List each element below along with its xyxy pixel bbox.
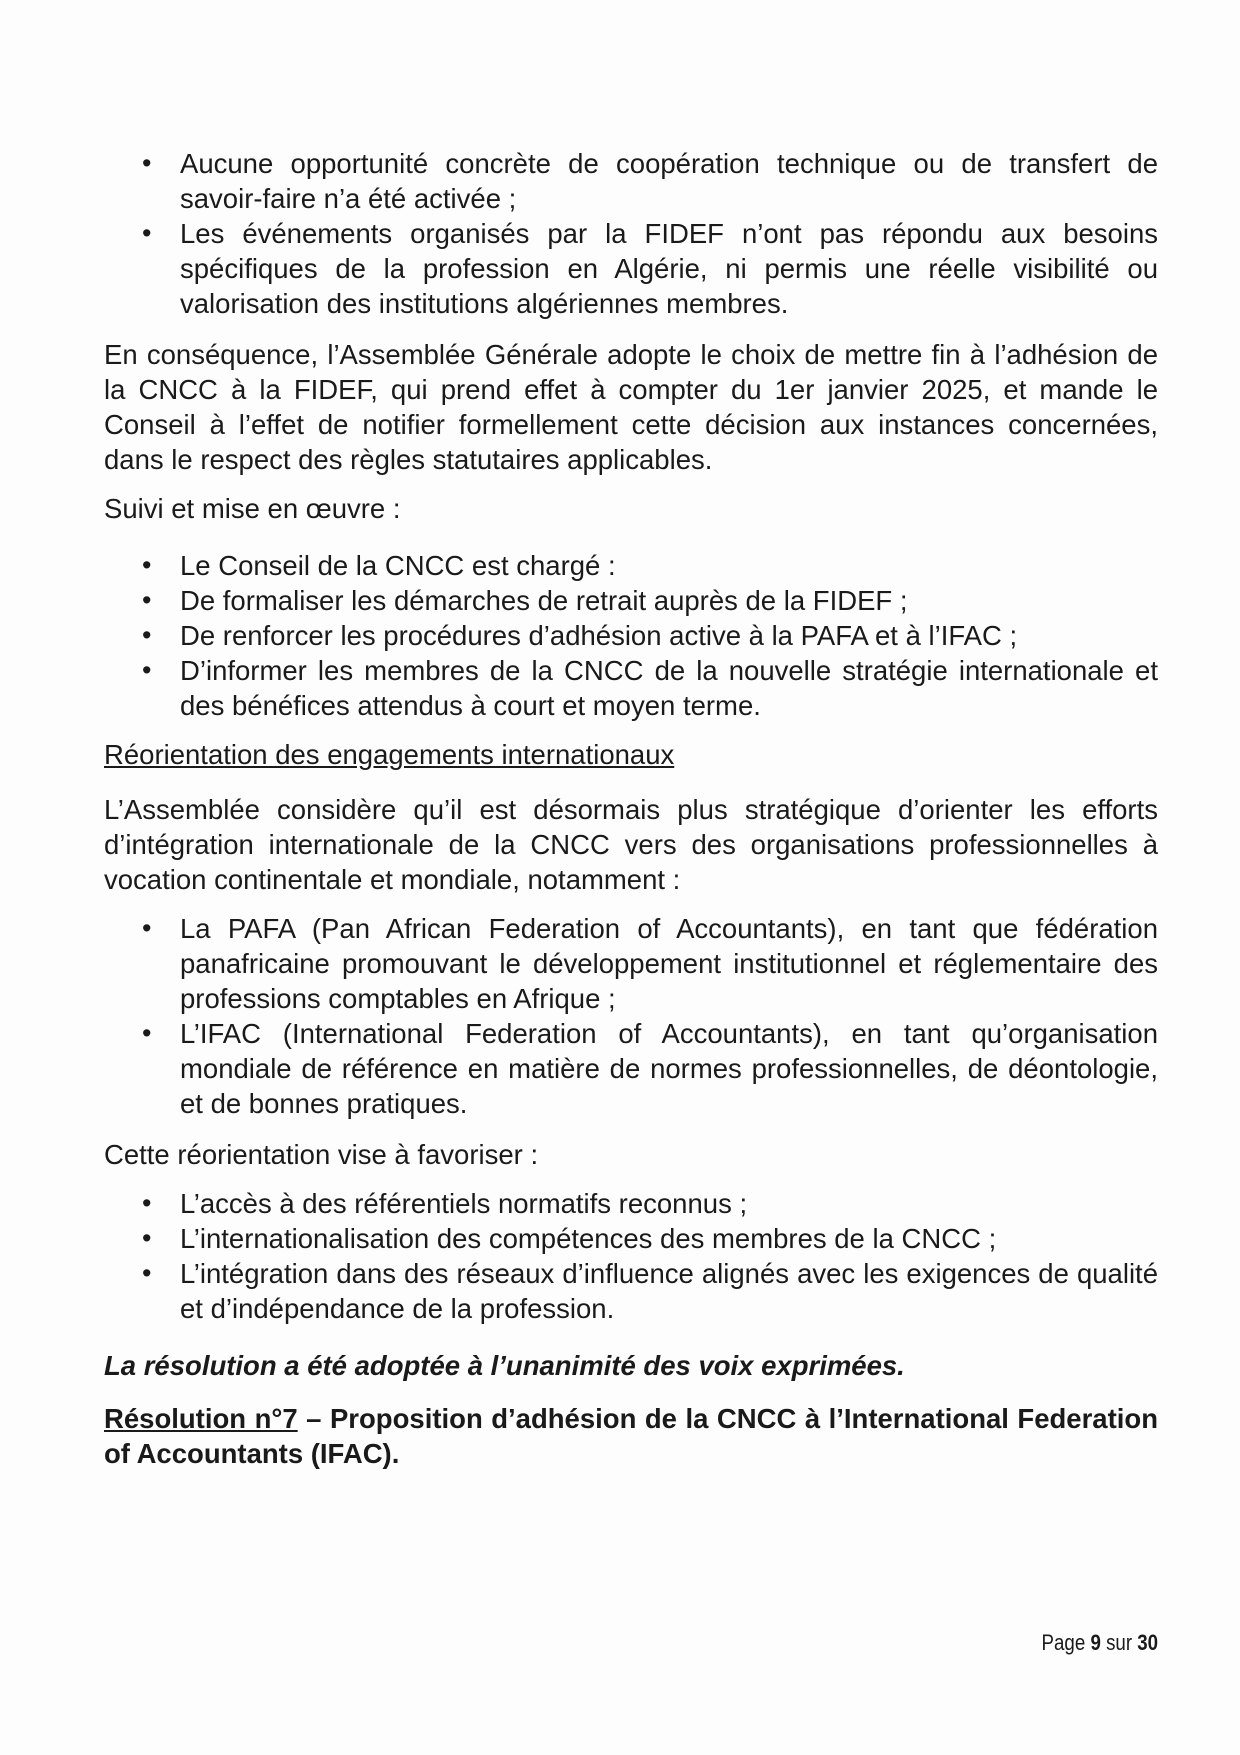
page-footer — [1041, 1630, 1158, 1656]
bullet-list-fidef-issues — [104, 146, 1158, 321]
page-word: Page — [1041, 1630, 1086, 1655]
list-item: • Aucune opportunité concrète de coopération technique ou de transfert de savoir-faire n’a été activée ; — [104, 146, 1158, 216]
page-number: 9 — [1090, 1630, 1101, 1655]
resolution-verdict: La résolution a été adoptée à l’unanimité des voix exprimées. — [104, 1350, 905, 1381]
section-heading: Réorientation des engagements internationaux — [104, 739, 675, 770]
decision-paragraph: En conséquence, l’Assemblée Générale adopte le choix de mettre fin à l’adhésion de la CNCC à la FIDEF, qui prend effet à compter du 1er janvier 2025, et mande le Conseil à l’effet de notifier formellement cette décision aux instances concernées, dans le respect des règles statutaires applicables. — [104, 339, 1158, 475]
list-item: • La PAFA (Pan African Federation of Accountants), en tant que fédération panafricaine promouvant le développement institutionnel et réglementaire des professions comptables en Afrique ; — [104, 911, 1158, 1016]
resolution-title-text: Proposition d’adhésion de la CNCC à l’International Federation of Accountants (IFAC). — [104, 1403, 1158, 1469]
list-item: • Le Conseil de la CNCC est chargé : — [104, 548, 1158, 583]
list-item: • De renforcer les procédures d’adhésion active à la PAFA et à l’IFAC ; — [104, 618, 1158, 653]
bullet-list-goals — [104, 1186, 1158, 1326]
list-item: • Les événements organisés par la FIDEF n’ont pas répondu aux besoins spécifiques de la profession en Algérie, ni permis une réelle visibilité ou valorisation des institutions algériennes membres. — [104, 216, 1158, 321]
list-item: • De formaliser les démarches de retrait auprès de la FIDEF ; — [104, 583, 1158, 618]
list-item: • L’IFAC (International Federation of Accountants), en tant qu’organisation mondiale de référence en matière de normes professionnelles, de déontologie, et de bonnes pratiques. — [104, 1016, 1158, 1121]
resolution-separator: – — [297, 1403, 330, 1434]
section-paragraph: L’Assemblée considère qu’il est désormais plus stratégique d’orienter les efforts d’intégration internationale de la CNCC vers des organisations professionnelles à vocation continentale et mondiale, notamment : — [104, 794, 1158, 895]
list-item: • L’accès à des référentiels normatifs reconnus ; — [104, 1186, 1158, 1221]
resolution-number: Résolution n°7 — [104, 1403, 298, 1434]
goal-intro: Cette réorientation vise à favoriser : — [104, 1139, 539, 1170]
bullet-list-organisations — [104, 911, 1158, 1121]
list-item: • L’internationalisation des compétences des membres de la CNCC ; — [104, 1221, 1158, 1256]
total-pages: 30 — [1137, 1630, 1158, 1655]
follow-up-title: Suivi et mise en œuvre : — [104, 493, 401, 524]
page-content — [104, 146, 1158, 1471]
resolution-title — [104, 1401, 1158, 1471]
list-item: • D’informer les membres de la CNCC de la nouvelle stratégie internationale et des bénéfices attendus à court et moyen terme. — [104, 653, 1158, 723]
list-item: • L’intégration dans des réseaux d’influence alignés avec les exigences de qualité et d’indépendance de la profession. — [104, 1256, 1158, 1326]
bullet-list-follow-up — [104, 548, 1158, 723]
of-word: sur — [1106, 1630, 1132, 1655]
